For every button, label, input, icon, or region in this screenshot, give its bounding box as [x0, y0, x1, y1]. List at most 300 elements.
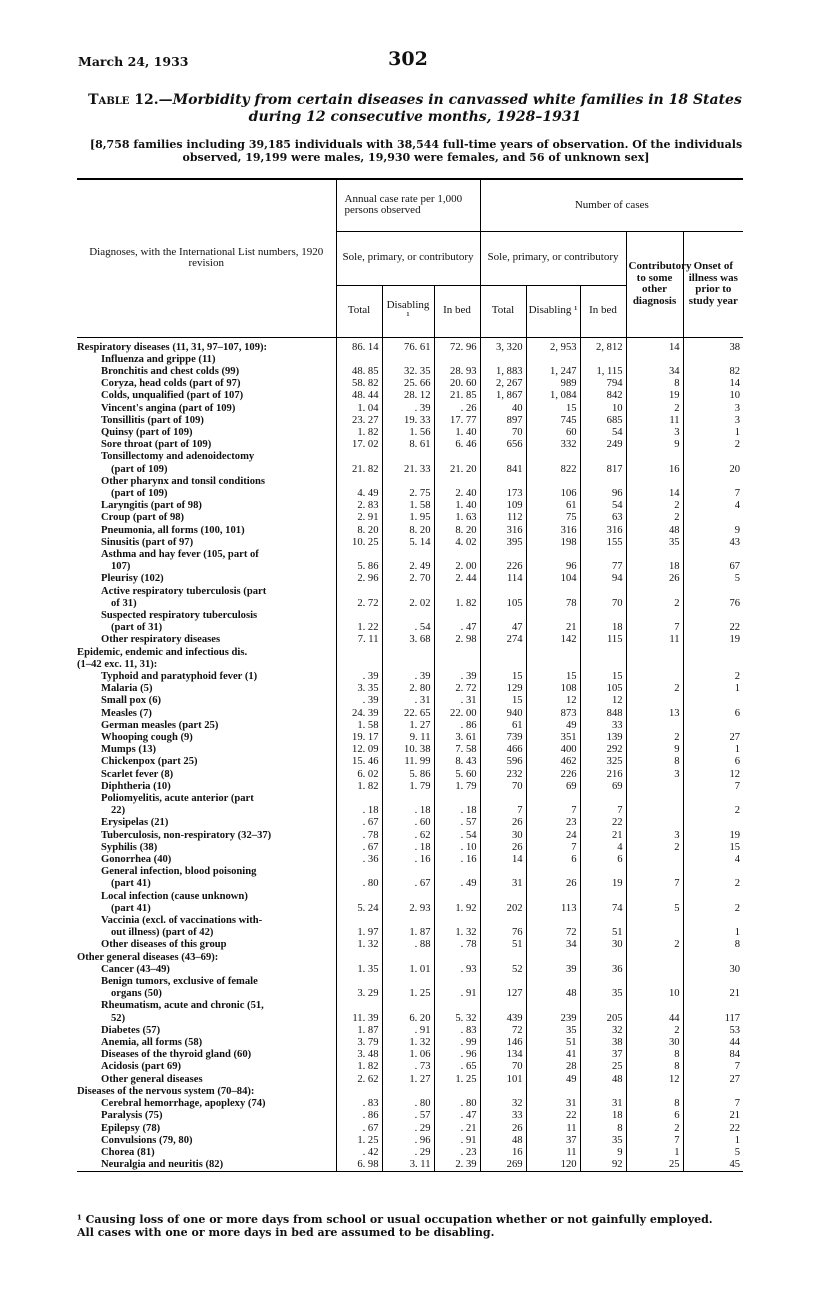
- table-row: [77, 671, 743, 683]
- table-cell: 63: [580, 512, 626, 524]
- table-cell: 69: [526, 781, 580, 793]
- table-cell: 1. 82: [434, 598, 480, 610]
- table-cell: [480, 915, 526, 927]
- table-cell: [683, 952, 743, 964]
- table-cell: 35: [580, 988, 626, 1000]
- cases-in-bed-header: In bed: [580, 285, 626, 337]
- table-cell: 2: [683, 439, 743, 451]
- table-cell: 22. 65: [382, 708, 434, 720]
- table-cell: [626, 671, 683, 683]
- table-cell: 22: [683, 1123, 743, 1135]
- table-cell: 14: [626, 488, 683, 500]
- table-row: [77, 403, 743, 415]
- table-cell: 2: [626, 512, 683, 524]
- diagnosis-label: Respiratory diseases (11, 31, 97–107, 109):: [77, 338, 336, 354]
- table-row: [77, 451, 743, 463]
- table-cell: 1. 25: [382, 988, 434, 1000]
- diagnosis-label: Chorea (81): [77, 1147, 336, 1159]
- diagnosis-label: Influenza and grippe (11): [77, 354, 336, 366]
- table-cell: 7: [626, 878, 683, 890]
- table-row: [77, 683, 743, 695]
- table-cell: [480, 476, 526, 488]
- diagnosis-label: Vincent's angina (part of 109): [77, 403, 336, 415]
- table-cell: . 86: [362, 1110, 379, 1122]
- table-cell: 292: [580, 744, 626, 756]
- table-cell: 2: [626, 403, 683, 415]
- table-row: [77, 598, 743, 610]
- table-cell: 19: [580, 878, 626, 890]
- table-row: [77, 842, 743, 854]
- table-cell: . 18: [434, 805, 480, 817]
- table-cell: . 99: [434, 1037, 480, 1049]
- table-cell: 54: [580, 500, 626, 512]
- table-cell: 18: [580, 622, 626, 634]
- table-cell: [434, 952, 480, 964]
- table-cell: 70: [480, 427, 526, 439]
- table-cell: 21. 20: [434, 464, 480, 476]
- table-cell: [480, 647, 526, 659]
- diagnosis-label: out illness) (part of 42): [77, 927, 336, 939]
- table-cell: 76: [480, 927, 526, 939]
- table-cell: . 83: [434, 1025, 480, 1037]
- table-cell: [580, 891, 626, 903]
- table-row: [77, 695, 743, 707]
- table-cell: 11: [626, 415, 683, 427]
- table-cell: 26: [480, 842, 526, 854]
- table-row: [77, 610, 743, 622]
- diagnosis-label: Local infection (cause unknown): [77, 891, 336, 903]
- table-cell: 2. 72: [357, 597, 379, 609]
- table-cell: 7: [480, 805, 526, 817]
- table-cell: 25. 66: [382, 378, 434, 390]
- table-cell: 76. 61: [382, 338, 434, 354]
- table-cell: . 67: [362, 841, 379, 853]
- table-cell: . 29: [382, 1123, 434, 1135]
- table-cell: [480, 1000, 526, 1012]
- table-cell: [336, 915, 382, 927]
- table-cell: 7: [683, 1061, 743, 1073]
- table-cell: [626, 866, 683, 878]
- table-cell: . 18: [382, 842, 434, 854]
- table-cell: [580, 866, 626, 878]
- table-cell: 84: [683, 1049, 743, 1061]
- table-cell: [434, 354, 480, 366]
- table-cell: 105: [580, 683, 626, 695]
- table-cell: [626, 915, 683, 927]
- table-cell: . 39: [382, 403, 434, 415]
- table-row: [77, 1135, 743, 1147]
- table-cell: . 93: [434, 964, 480, 976]
- table-cell: 70: [580, 598, 626, 610]
- table-cell: 11. 99: [382, 756, 434, 768]
- table-cell: 28: [526, 1061, 580, 1073]
- table-cell: 104: [526, 573, 580, 585]
- table-cell: 10: [683, 390, 743, 402]
- table-cell: 3: [683, 415, 743, 427]
- table-row: [77, 622, 743, 634]
- table-cell: 1. 32: [434, 927, 480, 939]
- table-cell: 1, 247: [526, 366, 580, 378]
- table-cell: [580, 793, 626, 805]
- table-cell: [480, 451, 526, 463]
- table-cell: [480, 891, 526, 903]
- table-row: [77, 1098, 743, 1110]
- table-cell: 22: [526, 1110, 580, 1122]
- table-cell: 2. 70: [382, 573, 434, 585]
- table-cell: 8. 20: [434, 525, 480, 537]
- table-cell: 1. 97: [357, 927, 379, 939]
- table-cell: 37: [526, 1135, 580, 1147]
- table-cell: [526, 891, 580, 903]
- table-cell: [580, 451, 626, 463]
- table-cell: 11: [526, 1123, 580, 1135]
- footnotes: [77, 1213, 757, 1239]
- table-cell: 21. 82: [352, 463, 379, 475]
- diagnosis-label: 107): [77, 561, 336, 573]
- table-cell: 274: [480, 634, 526, 646]
- table-cell: [626, 964, 683, 976]
- table-cell: . 47: [434, 1110, 480, 1122]
- table-cell: [683, 512, 743, 524]
- diagnosis-label: Coryza, head colds (part of 97): [77, 378, 336, 390]
- diagnosis-label: Vaccinia (excl. of vaccinations with-: [77, 915, 336, 927]
- rate-sole-primary-header: Sole, primary, or contributory: [336, 231, 480, 285]
- table-row: [77, 338, 743, 354]
- table-cell: 113: [526, 903, 580, 915]
- table-cell: 31: [580, 1098, 626, 1110]
- table-cell: 74: [580, 903, 626, 915]
- table-row: [77, 1147, 743, 1159]
- table-cell: 2, 812: [580, 338, 626, 354]
- table-cell: 6: [683, 756, 743, 768]
- table-cell: 7: [683, 1098, 743, 1110]
- table-cell: 8: [626, 756, 683, 768]
- table-cell: [626, 891, 683, 903]
- table-row: [77, 427, 743, 439]
- table-cell: . 39: [382, 671, 434, 683]
- table-cell: 5: [683, 573, 743, 585]
- table-cell: 3. 68: [382, 634, 434, 646]
- table-cell: [526, 476, 580, 488]
- table-cell: 26: [526, 878, 580, 890]
- table-cell: 6. 20: [382, 1013, 434, 1025]
- table-cell: 5. 24: [357, 902, 379, 914]
- table-cell: 21: [580, 830, 626, 842]
- table-cell: 8: [626, 378, 683, 390]
- table-cell: . 36: [362, 854, 379, 866]
- table-cell: . 16: [382, 854, 434, 866]
- table-cell: [336, 891, 382, 903]
- table-cell: 7: [683, 781, 743, 793]
- table-cell: 25: [626, 1159, 683, 1172]
- table-cell: 48: [480, 1135, 526, 1147]
- table-cell: [434, 793, 480, 805]
- table-cell: 92: [580, 1159, 626, 1172]
- table-cell: . 73: [382, 1061, 434, 1073]
- diagnosis-label: Anemia, all forms (58): [77, 1037, 336, 1049]
- table-cell: [683, 915, 743, 927]
- table-cell: [626, 805, 683, 817]
- diagnosis-label: Erysipelas (21): [77, 817, 336, 829]
- diagnosis-label: Measles (7): [77, 708, 336, 720]
- table-row: [77, 805, 743, 817]
- table-cell: . 78: [434, 939, 480, 951]
- table-cell: [382, 647, 434, 659]
- table-cell: [382, 610, 434, 622]
- table-cell: 2, 953: [526, 338, 580, 354]
- table-cell: 134: [480, 1049, 526, 1061]
- table-cell: 10: [580, 403, 626, 415]
- page-number: 302: [388, 48, 428, 70]
- diagnosis-label: (part of 109): [77, 488, 336, 500]
- table-cell: [626, 647, 683, 659]
- table-cell: 11: [526, 1147, 580, 1159]
- diagnosis-label: (part 41): [77, 903, 336, 915]
- table-cell: 13: [626, 708, 683, 720]
- table-cell: 8: [626, 1098, 683, 1110]
- table-cell: [480, 549, 526, 561]
- diagnosis-label: organs (50): [77, 988, 336, 1000]
- table-cell: 115: [580, 634, 626, 646]
- table-cell: 6. 02: [357, 768, 379, 780]
- table-cell: 2: [626, 1025, 683, 1037]
- table-cell: 2, 267: [480, 378, 526, 390]
- table-cell: . 23: [434, 1147, 480, 1159]
- table-cell: [382, 476, 434, 488]
- table-row: [77, 854, 743, 866]
- table-cell: 2: [626, 842, 683, 854]
- table-cell: 395: [480, 537, 526, 549]
- diagnosis-label: Other general diseases: [77, 1074, 336, 1086]
- table-cell: 1. 25: [357, 1134, 379, 1146]
- cases-disabling-header: Disabling ¹: [526, 285, 580, 337]
- table-cell: 1. 40: [434, 500, 480, 512]
- table-cell: 5. 60: [434, 769, 480, 781]
- table-cell: [626, 354, 683, 366]
- table-cell: [336, 866, 382, 878]
- table-cell: 3: [626, 769, 683, 781]
- table-cell: . 60: [382, 817, 434, 829]
- diagnosis-label: Asthma and hay fever (105, part of: [77, 549, 336, 561]
- table-row: [77, 903, 743, 915]
- table-row: [77, 732, 743, 744]
- table-cell: . 67: [362, 817, 379, 829]
- diagnosis-label: Epidemic, endemic and infectious dis.: [77, 647, 336, 659]
- table-cell: 40: [480, 403, 526, 415]
- table-cell: [580, 476, 626, 488]
- table-cell: 21. 33: [382, 464, 434, 476]
- table-cell: 117: [683, 1013, 743, 1025]
- table-row: [77, 878, 743, 890]
- table-cell: [336, 549, 382, 561]
- table-cell: [434, 866, 480, 878]
- table-row: [77, 1049, 743, 1061]
- diagnosis-label: Suspected respiratory tuberculosis: [77, 610, 336, 622]
- table-cell: [626, 927, 683, 939]
- table-cell: 8. 20: [357, 524, 379, 536]
- table-cell: 32: [480, 1098, 526, 1110]
- table-cell: 897: [480, 415, 526, 427]
- cases-group-header: Number of cases: [480, 179, 743, 231]
- table-cell: . 78: [362, 829, 379, 841]
- table-cell: [480, 659, 526, 671]
- table-cell: 332: [526, 439, 580, 451]
- table-cell: . 57: [382, 1110, 434, 1122]
- diagnosis-label: 52): [77, 1013, 336, 1025]
- diagnosis-label: Croup (part of 98): [77, 512, 336, 524]
- table-cell: 69: [580, 781, 626, 793]
- table-cell: 1. 58: [357, 719, 379, 731]
- table-cell: [382, 1000, 434, 1012]
- table-cell: 17. 77: [434, 415, 480, 427]
- table-cell: 28. 12: [382, 390, 434, 402]
- table-cell: 202: [480, 903, 526, 915]
- table-cell: 7: [626, 622, 683, 634]
- table-cell: . 57: [434, 817, 480, 829]
- diagnosis-label: General infection, blood poisoning: [77, 866, 336, 878]
- table-cell: 24: [526, 830, 580, 842]
- table-cell: 23: [526, 817, 580, 829]
- diagnosis-label: Other diseases of this group: [77, 939, 336, 951]
- table-cell: 1: [626, 1147, 683, 1159]
- table-row: [77, 830, 743, 842]
- table-cell: 19. 17: [352, 732, 379, 743]
- table-cell: 873: [526, 708, 580, 720]
- table-cell: . 42: [362, 1146, 379, 1158]
- table-cell: 5. 32: [434, 1013, 480, 1025]
- rate-group-header: Annual case rate per 1,000 persons observed: [336, 179, 480, 231]
- table-cell: [626, 952, 683, 964]
- table-cell: 205: [580, 1013, 626, 1025]
- table-cell: [336, 586, 382, 598]
- table-cell: 6: [683, 708, 743, 720]
- table-cell: 8. 43: [434, 756, 480, 768]
- table-cell: 1. 04: [357, 402, 379, 414]
- table-cell: . 16: [434, 854, 480, 866]
- table-cell: 1, 883: [480, 366, 526, 378]
- table-cell: 75: [526, 512, 580, 524]
- table-cell: [626, 976, 683, 988]
- table-cell: 2: [683, 878, 743, 890]
- table-cell: 1. 82: [357, 1061, 379, 1073]
- table-cell: 4. 49: [357, 487, 379, 499]
- table-cell: . 39: [362, 670, 379, 682]
- diagnosis-label: (part 41): [77, 878, 336, 890]
- table-cell: . 96: [434, 1049, 480, 1061]
- table-cell: 9: [626, 439, 683, 451]
- table-cell: 94: [580, 573, 626, 585]
- table-cell: [580, 1086, 626, 1098]
- table-cell: [480, 1086, 526, 1098]
- table-cell: . 96: [382, 1135, 434, 1147]
- table-cell: 316: [580, 525, 626, 537]
- table-row: [77, 1159, 743, 1172]
- table-cell: 198: [526, 537, 580, 549]
- table-cell: 6. 46: [434, 439, 480, 451]
- table-cell: [626, 1000, 683, 1012]
- diagnosis-label: Pneumonia, all forms (100, 101): [77, 525, 336, 537]
- table-row: [77, 549, 743, 561]
- table-cell: [434, 915, 480, 927]
- table-cell: 2: [626, 939, 683, 951]
- table-cell: 6: [626, 1110, 683, 1122]
- table-cell: [626, 549, 683, 561]
- table-cell: . 83: [362, 1098, 379, 1110]
- table-cell: 239: [526, 1013, 580, 1025]
- table-cell: [382, 1086, 434, 1098]
- table-cell: 30: [480, 830, 526, 842]
- diagnosis-label: Diseases of the nervous system (70–84):: [77, 1086, 336, 1098]
- table-cell: . 54: [382, 622, 434, 634]
- table-row: [77, 586, 743, 598]
- table-row: [77, 708, 743, 720]
- onset-prior-header: Onset of illness was prior to study year: [683, 231, 743, 337]
- table-cell: [480, 952, 526, 964]
- table-cell: 739: [480, 732, 526, 744]
- table-row: [77, 1086, 743, 1098]
- table-cell: 60: [526, 427, 580, 439]
- table-cell: 1. 79: [434, 781, 480, 793]
- table-cell: 325: [580, 756, 626, 768]
- table-cell: 146: [480, 1037, 526, 1049]
- contributory-header: Contributory to some other diagnosis: [626, 231, 683, 337]
- table-cell: 14: [683, 378, 743, 390]
- table-cell: 9: [626, 744, 683, 756]
- table-cell: 37: [580, 1049, 626, 1061]
- table-cell: 27: [683, 732, 743, 744]
- table-cell: [683, 549, 743, 561]
- table-cell: 10. 25: [352, 536, 379, 548]
- table-row: [77, 1123, 743, 1135]
- table-cell: 19: [626, 390, 683, 402]
- table-cell: 72: [526, 927, 580, 939]
- table-cell: 596: [480, 756, 526, 768]
- table-cell: . 47: [434, 622, 480, 634]
- table-cell: [336, 659, 382, 671]
- table-cell: [382, 549, 434, 561]
- diagnosis-label: Neuralgia and neuritis (82): [77, 1159, 336, 1172]
- table-cell: 31: [526, 1098, 580, 1110]
- table-cell: 12. 09: [352, 744, 379, 756]
- table-cell: 1: [683, 683, 743, 695]
- table-cell: 51: [480, 939, 526, 951]
- table-cell: 45: [683, 1159, 743, 1172]
- table-cell: 58. 82: [352, 378, 379, 390]
- table-cell: 1. 06: [382, 1049, 434, 1061]
- table-cell: [336, 1000, 382, 1012]
- table-cell: [336, 610, 382, 622]
- table-cell: 6: [580, 854, 626, 866]
- table-cell: [382, 659, 434, 671]
- table-cell: 2. 98: [434, 634, 480, 646]
- table-cell: 12: [580, 695, 626, 707]
- table-cell: 226: [480, 561, 526, 573]
- table-cell: [382, 793, 434, 805]
- table-cell: 61: [526, 500, 580, 512]
- table-cell: 1. 40: [434, 427, 480, 439]
- table-row: [77, 927, 743, 939]
- table-cell: 3. 79: [357, 1037, 379, 1049]
- table-cell: 33: [480, 1110, 526, 1122]
- table-cell: 5: [626, 903, 683, 915]
- table-cell: [580, 1000, 626, 1012]
- table-cell: 155: [580, 537, 626, 549]
- diagnosis-label: Malaria (5): [77, 683, 336, 695]
- table-row: [77, 476, 743, 488]
- table-cell: [683, 647, 743, 659]
- table-cell: . 39: [362, 695, 379, 707]
- table-cell: 38: [580, 1037, 626, 1049]
